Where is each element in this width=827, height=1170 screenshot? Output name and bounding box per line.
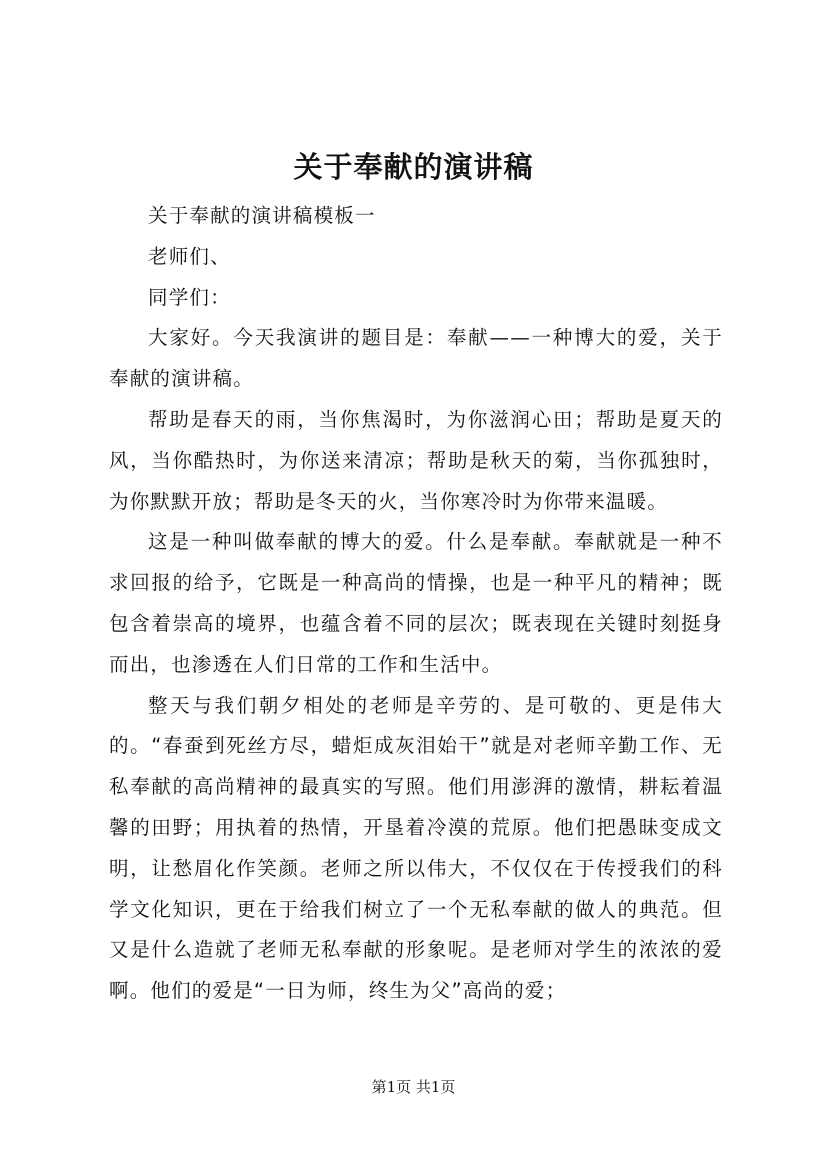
paragraph-subtitle: 关于奉献的演讲稿模板一 <box>148 204 376 227</box>
document-body <box>109 196 723 1012</box>
paragraph-teachers: 整天与我们朝夕相处的老师是辛劳的、是可敬的、更是伟大的。“春蚕到死丝方尽，蜡炬成灰泪始干”就是对老师辛勤工作、无私奉献的高尚精神的最真实的写照。他们用澎湃的激情，耕耘着温馨的田野；用执着的热情，开垦着冷漠的荒原。他们把愚昧变成文明，让愁眉化作笑颜。老师之所以伟大，不仅仅在于传授我们的科学文化知识，更在于给我们树立了一个无私奉献的做人的典范。但又是什么造就了老师无私奉献的形象呢。是老师对学生的浓浓的爱啊。他们的爱是“一日为师，终生为父”高尚的爱； <box>109 693 723 1003</box>
paragraph-salutation-teachers: 老师们、 <box>148 244 231 268</box>
page-footer: 第1页 共1页 <box>371 1078 456 1096</box>
document-title: 关于奉献的演讲稿 <box>293 150 534 184</box>
paragraph-dedication: 这是一种叫做奉献的博大的爱。什么是奉献。奉献就是一种不求回报的给予，它既是一种高尚的情操，也是一种平凡的精神；既包含着崇高的境界，也蕴含着不同的层次；既表现在关键时刻挺身而出，也渗透在人们日常的工作和生活中。 <box>109 530 723 676</box>
paragraph-greeting: 大家好。今天我演讲的题目是：奉献——一种博大的爱，关于奉献的演讲稿。 <box>109 326 723 391</box>
paragraph-salutation-students: 同学们： <box>148 285 231 309</box>
paragraph-help: 帮助是春天的雨，当你焦渴时，为你滋润心田；帮助是夏天的风，当你酷热时，为你送来清凉；帮助是秋天的菊，当你孤独时，为你默默开放；帮助是冬天的火，当你寒冷时为你带来温暖。 <box>109 407 723 513</box>
